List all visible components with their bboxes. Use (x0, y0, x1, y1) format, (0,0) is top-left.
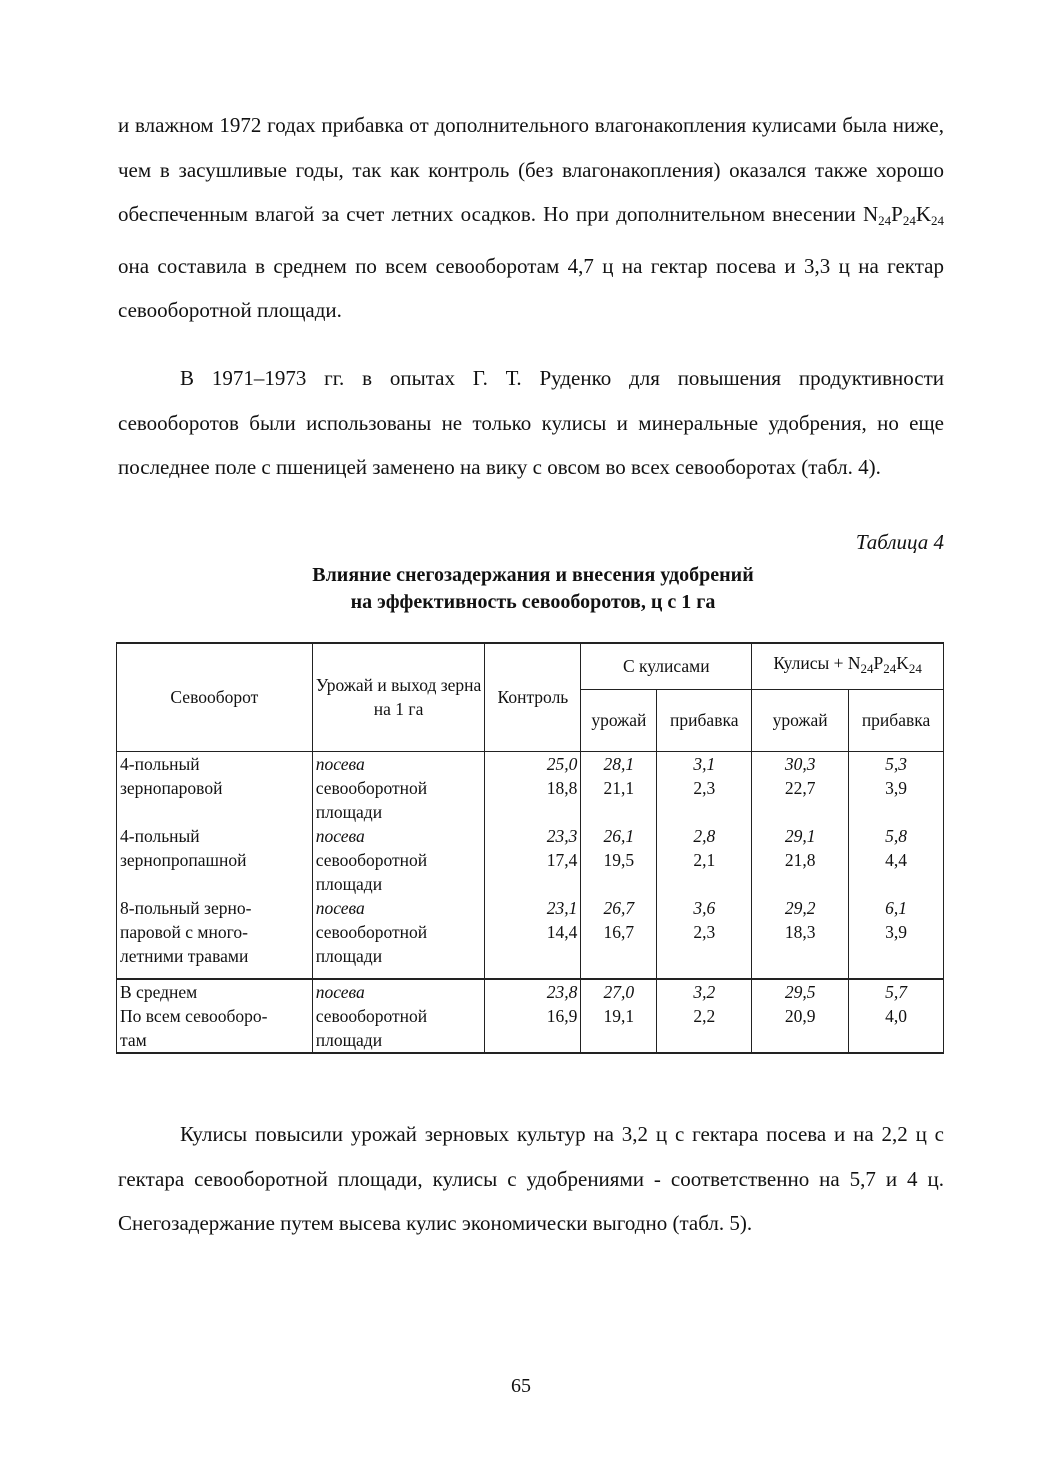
cell-control: 16,9 (485, 1004, 581, 1028)
cell-kind: севооборотной (312, 920, 485, 944)
table-caption: Таблица 4 (855, 530, 944, 554)
table-row (117, 751, 944, 776)
cell-npk-gain: 3,9 (849, 920, 944, 944)
cell-kind: площади (312, 1028, 485, 1053)
cell-npk-gain: 4,4 (849, 848, 944, 872)
header-npk-gain: прибавка (849, 689, 944, 751)
cell-npk-yield: 29,1 (752, 824, 849, 848)
table-row (117, 776, 944, 800)
cell-kind: посева (312, 751, 485, 776)
cell-wings-gain: 2,2 (657, 1004, 752, 1028)
paragraph-1 (118, 103, 944, 333)
table-row (117, 848, 944, 872)
cell-rotation (117, 872, 313, 896)
cell-wings-yield: 26,7 (581, 896, 657, 920)
header-yield-label: Урожай и выход зерна на 1 га (312, 643, 485, 751)
cell-control: 14,4 (485, 920, 581, 944)
cell-rotation: 8-польный зерно- (117, 896, 313, 920)
cell-wings-yield: 19,5 (581, 848, 657, 872)
header-with-wings: С кулисами (581, 643, 752, 689)
subscript-n: 24 (878, 213, 892, 229)
cell-control: 23,8 (485, 979, 581, 1004)
cell-kind: севооборотной (312, 1004, 485, 1028)
cell-control: 23,1 (485, 896, 581, 920)
cell-kind: площади (312, 800, 485, 824)
cell-kind: посева (312, 979, 485, 1004)
table-row-average (117, 979, 944, 1004)
cell-wings-gain: 2,8 (657, 824, 752, 848)
table-title-line-1: Влияние снегозадержания и внесения удобрений (312, 564, 754, 586)
cell-npk-gain: 6,1 (849, 896, 944, 920)
header-npk-k: K (896, 653, 909, 674)
subscript-p: 24 (902, 213, 916, 229)
header-wings-gain: прибавка (657, 689, 752, 751)
table-row (117, 944, 944, 968)
cell-wings-gain: 2,1 (657, 848, 752, 872)
symbol-k: K (915, 202, 931, 227)
cell-wings-yield: 19,1 (581, 1004, 657, 1028)
paragraph-1-text-b: она составила в среднем по всем севооборотам 4,7 ц на гектар посева и 3,3 ц на гектар севооборотной площади. (118, 253, 944, 323)
cell-wings-yield: 16,7 (581, 920, 657, 944)
cell-rotation: там (117, 1028, 313, 1053)
cell-kind: севооборотной (312, 848, 485, 872)
table-row-average (117, 1028, 944, 1053)
page-number: 65 (511, 1375, 531, 1397)
header-npk-prefix: Кулисы + N (773, 653, 861, 674)
cell-rotation: В среднем (117, 979, 313, 1004)
subscript-k: 24 (931, 213, 944, 229)
cell-kind: посева (312, 824, 485, 848)
header-control: Контроль (485, 643, 581, 751)
cell-control: 25,0 (485, 751, 581, 776)
table-row (117, 872, 944, 896)
paragraph-2: В 1971–1973 гг. в опытах Г. Т. Руденко для повышения продуктивности севооборотов были использованы не только кулисы и минеральные удобрения, но еще последнее поле с пшеницей заменено на вику с овсом во всех севооборотах (табл. 4). (118, 366, 944, 480)
table-row (117, 824, 944, 848)
header-npk-yield: урожай (752, 689, 849, 751)
cell-npk-yield: 21,8 (752, 848, 849, 872)
cell-rotation: 4-польный (117, 824, 313, 848)
table-row (117, 896, 944, 920)
cell-control: 18,8 (485, 776, 581, 800)
cell-npk-yield: 29,5 (752, 979, 849, 1004)
paragraph-1-text-a: и влажном 1972 годах прибавка от дополнительного влагонакопления кулисами была ниже, чем в засушливые годы, так как контроль (без влагонакопления) оказался также хорошо обеспеченным влагой за счет летних осадков. Но при дополнительном внесении N (118, 113, 944, 227)
header-npk-sub-p: 24 (883, 661, 897, 677)
cell-control: 17,4 (485, 848, 581, 872)
cell-rotation: зернопропашной (117, 848, 313, 872)
header-rotation: Севооборот (117, 643, 313, 751)
header-wings-yield: урожай (581, 689, 657, 751)
cell-npk-yield: 20,9 (752, 1004, 849, 1028)
cell-rotation: По всем севооборо- (117, 1004, 313, 1028)
table-title-line-2: на эффективность севооборотов, ц с 1 га (350, 591, 716, 613)
cell-rotation (117, 800, 313, 824)
cell-npk-gain: 3,9 (849, 776, 944, 800)
paragraph-3: Кулисы повысили урожай зерновых культур на 3,2 ц с гектара посева и на 2,2 ц с гектара севооборотной площади, кулисы с удобрениями - соответственно на 5,7 и 4 ц. Снегозадержание путем высева кулис экономически выгодно (табл. 5). (118, 1122, 944, 1236)
cell-npk-gain: 5,7 (849, 979, 944, 1004)
cell-wings-gain: 3,2 (657, 979, 752, 1004)
cell-npk-yield: 18,3 (752, 920, 849, 944)
cell-wings-yield: 26,1 (581, 824, 657, 848)
table-row (117, 800, 944, 824)
cell-rotation: паровой с много- (117, 920, 313, 944)
cell-npk-yield: 30,3 (752, 751, 849, 776)
cell-kind: севооборотной (312, 776, 485, 800)
cell-kind: посева (312, 896, 485, 920)
cell-rotation: зернопаровой (117, 776, 313, 800)
table-spacer-row (117, 968, 944, 979)
header-npk-p: P (873, 653, 884, 674)
symbol-p: P (891, 202, 903, 227)
cell-npk-yield: 22,7 (752, 776, 849, 800)
cell-wings-gain: 3,6 (657, 896, 752, 920)
header-npk-sub-n: 24 (860, 661, 874, 677)
cell-wings-yield: 27,0 (581, 979, 657, 1004)
cell-wings-gain: 2,3 (657, 776, 752, 800)
cell-npk-gain: 5,8 (849, 824, 944, 848)
header-wings-npk (752, 643, 944, 689)
cell-control: 23,3 (485, 824, 581, 848)
cell-rotation: летними травами (117, 944, 313, 968)
table-title (118, 562, 948, 616)
table-row (117, 920, 944, 944)
data-table (116, 642, 944, 1054)
cell-npk-gain: 5,3 (849, 751, 944, 776)
cell-npk-gain: 4,0 (849, 1004, 944, 1028)
cell-rotation: 4-польный (117, 751, 313, 776)
header-npk-sub-k: 24 (908, 661, 922, 677)
cell-wings-yield: 21,1 (581, 776, 657, 800)
cell-wings-gain: 2,3 (657, 920, 752, 944)
cell-npk-yield: 29,2 (752, 896, 849, 920)
cell-wings-gain: 3,1 (657, 751, 752, 776)
cell-kind: площади (312, 944, 485, 968)
table-row-average (117, 1004, 944, 1028)
cell-kind: площади (312, 872, 485, 896)
cell-wings-yield: 28,1 (581, 751, 657, 776)
